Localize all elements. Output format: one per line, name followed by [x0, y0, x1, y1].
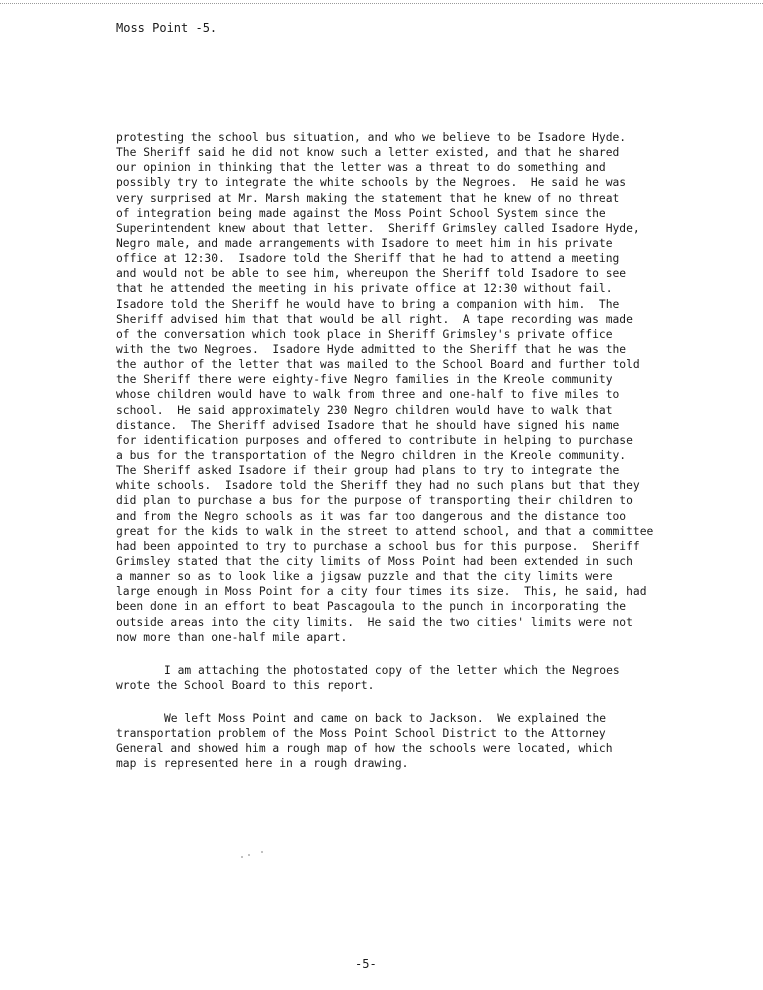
text-line: had been appointed to try to purchase a school bus for this purpose. Sheriff [116, 539, 640, 553]
page-number: -5- [355, 957, 377, 971]
text-line: The Sheriff asked Isadore if their group had plans to try to integrate the [116, 464, 620, 478]
text-line: white schools. Isadore told the Sheriff they had no such plans but that they [116, 479, 640, 493]
text-line: outside areas into the city limits. He said the two cities' limits were not [116, 615, 633, 629]
paragraph [116, 130, 716, 645]
text-line: Negro male, and made arrangements with Isadore to meet him in his private [116, 236, 613, 250]
text-line: Superintendent knew about that letter. Sheriff Grimsley called Isadore Hyde, [116, 221, 640, 235]
text-line: distance. The Sheriff advised Isadore that he should have signed his name [116, 418, 620, 432]
text-line: The Sheriff said he did not know such a letter existed, and that he shared [116, 146, 620, 160]
scan-speck [261, 851, 263, 853]
text-line: office at 12:30. Isadore told the Sheriff that he had to attend a meeting [116, 252, 620, 266]
text-line: and would not be able to see him, whereupon the Sheriff told Isadore to see [116, 267, 627, 281]
text-line: that he attended the meeting in his private office at 12:30 without fail. [116, 282, 613, 296]
text-line: school. He said approximately 230 Negro children would have to walk that [116, 403, 613, 417]
text-line: Grimsley stated that the city limits of Moss Point had been extended in such [116, 554, 633, 568]
text-line: did plan to purchase a bus for the purpose of transporting their children to [116, 494, 633, 508]
scan-speck [241, 856, 243, 858]
text-line: for identification purposes and offered to contribute in helping to purchase [116, 433, 633, 447]
text-line: of integration being made against the Moss Point School System since the [116, 206, 606, 220]
text-line: and from the Negro schools as it was far too dangerous and the distance too [116, 509, 627, 523]
text-line: a manner so as to look like a jigsaw puzzle and that the city limits were [116, 570, 613, 584]
text-line: the author of the letter that was mailed to the School Board and further told [116, 358, 640, 372]
text-line: Isadore told the Sheriff he would have to bring a companion with him. The [116, 297, 620, 311]
paragraph [116, 711, 716, 772]
top-border-rule [0, 3, 763, 4]
text-line: I am attaching the photostated copy of the letter which the Negroes [164, 663, 620, 677]
paragraph-gap [116, 693, 716, 711]
text-line: We left Moss Point and came on back to Jackson. We explained the [164, 712, 607, 726]
report-body [116, 130, 716, 772]
text-line: great for the kids to walk in the street to attend school, and that a committee [116, 524, 654, 538]
text-line: whose children would have to walk from three and one-half to five miles to [116, 388, 620, 402]
text-line: our opinion in thinking that the letter was a threat to do something and [116, 161, 606, 175]
page-header: Moss Point -5. [116, 21, 218, 35]
text-line: of the conversation which took place in Sheriff Grimsley's private office [116, 327, 613, 341]
text-line: wrote the School Board to this report. [116, 678, 375, 692]
text-line: possibly try to integrate the white schools by the Negroes. He said he was [116, 176, 627, 190]
text-line: very surprised at Mr. Marsh making the statement that he knew of no threat [116, 191, 620, 205]
text-line: map is represented here in a rough drawing. [116, 757, 409, 771]
text-line: now more than one-half mile apart. [116, 630, 348, 644]
scan-speck [248, 854, 250, 856]
text-line: with the two Negroes. Isadore Hyde admitted to the Sheriff that he was the [116, 342, 627, 356]
text-line: been done in an effort to beat Pascagoula to the punch in incorporating the [116, 600, 627, 614]
text-line: protesting the school bus situation, and who we believe to be Isadore Hyde. [116, 131, 627, 144]
text-line: large enough in Moss Point for a city four times its size. This, he said, had [116, 585, 647, 599]
text-line: the Sheriff there were eighty-five Negro families in the Kreole community [116, 373, 613, 387]
text-line: Sheriff advised him that that would be all right. A tape recording was made [116, 312, 633, 326]
text-line: transportation problem of the Moss Point School District to the Attorney [116, 727, 606, 741]
text-line: General and showed him a rough map of how the schools were located, which [116, 742, 613, 756]
text-line: a bus for the transportation of the Negro children in the Kreole community. [116, 448, 627, 462]
paragraph [116, 663, 716, 693]
paragraph-gap [116, 645, 716, 663]
